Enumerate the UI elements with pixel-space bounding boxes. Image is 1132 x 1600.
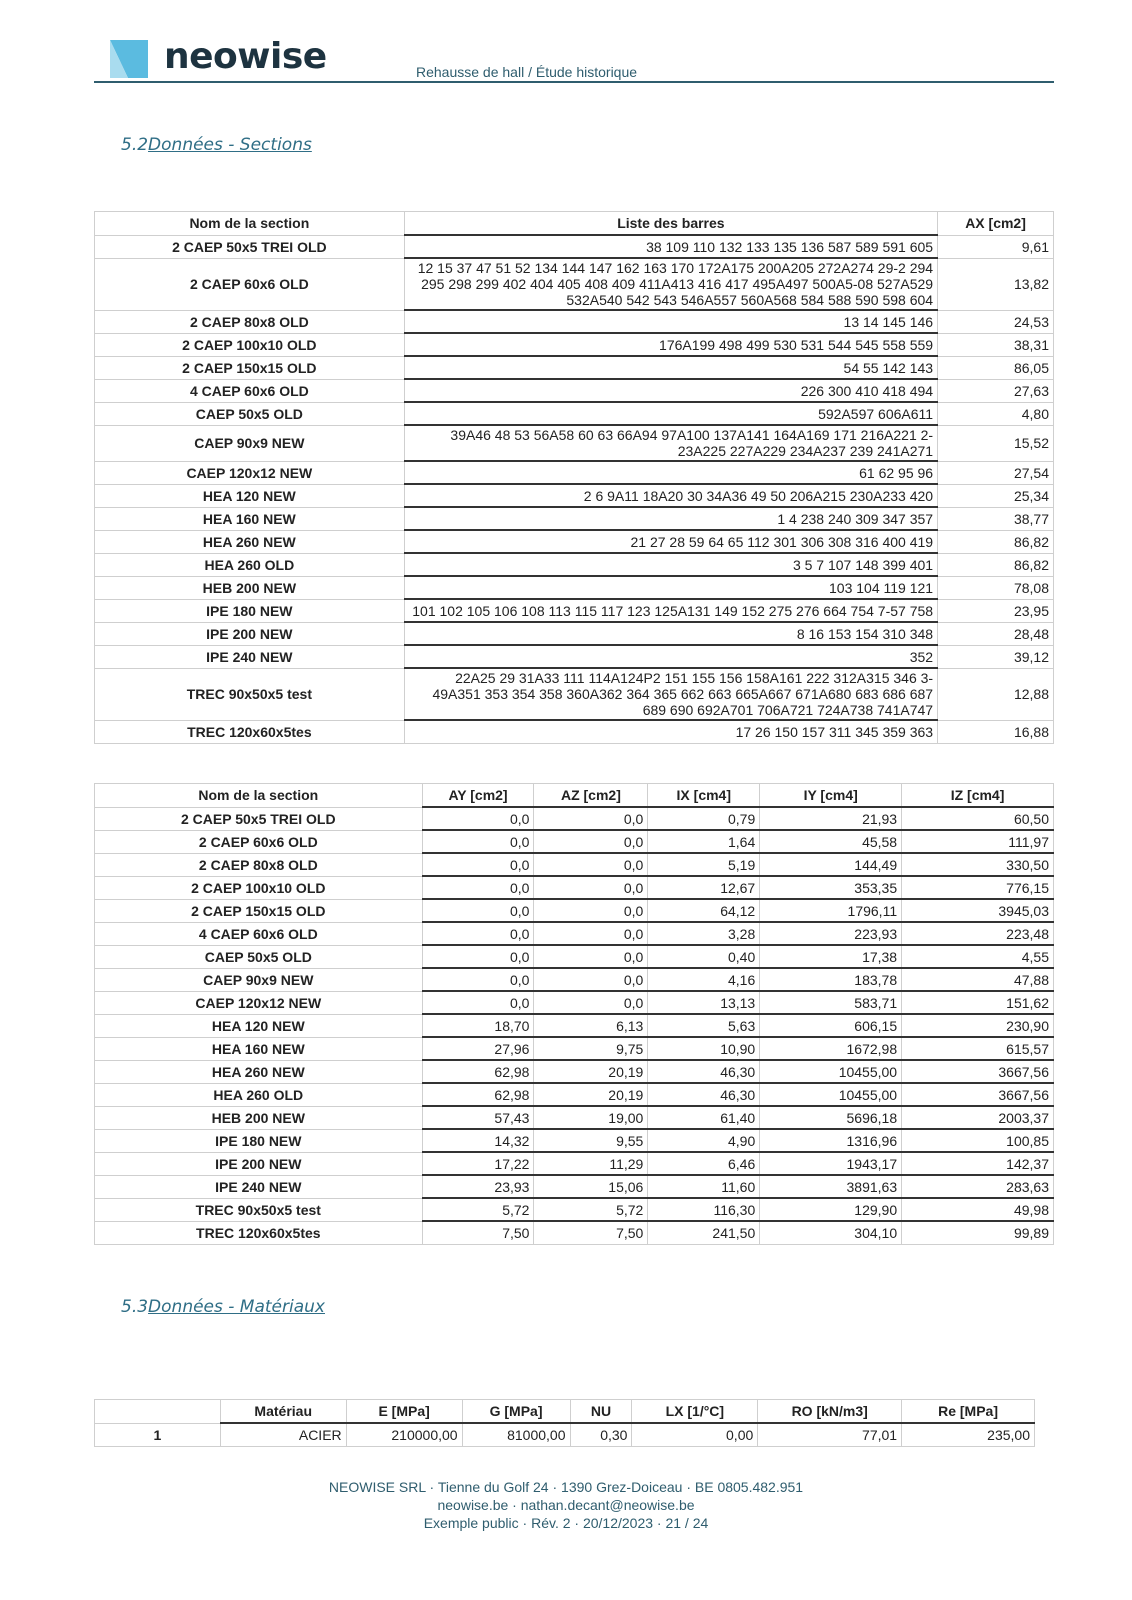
value-cell: 2003,37 — [902, 1106, 1054, 1129]
table-row — [95, 530, 1054, 553]
page-footer — [0, 1478, 1132, 1532]
column-header: LX [1/°C] — [632, 1400, 758, 1424]
brand-name: neowise — [164, 36, 327, 77]
section-name-cell: HEA 260 OLD — [95, 1083, 423, 1106]
table-row — [95, 922, 1054, 945]
column-header — [95, 1400, 221, 1424]
value-cell: 61,40 — [648, 1106, 760, 1129]
value-cell: 0,0 — [534, 807, 648, 830]
value-cell: 57,43 — [422, 1106, 534, 1129]
column-header: NU — [570, 1400, 632, 1424]
ax-cell: 78,08 — [938, 576, 1054, 599]
value-cell: 116,30 — [648, 1198, 760, 1221]
value-cell: 81000,00 — [462, 1423, 570, 1446]
table-row — [95, 876, 1054, 899]
table-row — [95, 599, 1054, 622]
table-row — [95, 853, 1054, 876]
value-cell: 64,12 — [648, 899, 760, 922]
value-cell: 1316,96 — [760, 1129, 902, 1152]
bar-list-cell: 22A25 29 31A33 111 114A124P2 151 155 156 158A161 222 312A315 346 3-49A351 353 354 358 360A362 364 365 662 663 665A667 671A680 683 686 687 689 690 692A701 706A721 724A738 741A747 — [404, 668, 937, 720]
value-cell: 183,78 — [760, 968, 902, 991]
table-row — [95, 258, 1054, 310]
section-name-cell: TREC 120x60x5tes — [95, 1221, 423, 1244]
table-row — [95, 576, 1054, 599]
column-header: Matériau — [220, 1400, 346, 1424]
ax-cell: 27,54 — [938, 461, 1054, 484]
ax-cell: 24,53 — [938, 310, 1054, 333]
bar-list-cell: 352 — [404, 645, 937, 668]
ax-cell: 23,95 — [938, 599, 1054, 622]
section-name-cell: 2 CAEP 100x10 OLD — [95, 333, 405, 356]
value-cell: 23,93 — [422, 1175, 534, 1198]
value-cell: 12,67 — [648, 876, 760, 899]
bar-list-cell: 176A199 498 499 530 531 544 545 558 559 — [404, 333, 937, 356]
table-row — [95, 1152, 1054, 1175]
value-cell: 1796,11 — [760, 899, 902, 922]
value-cell: 776,15 — [902, 876, 1054, 899]
value-cell: 0,0 — [422, 968, 534, 991]
ax-cell: 39,12 — [938, 645, 1054, 668]
section-name-cell: HEB 200 NEW — [95, 1106, 423, 1129]
value-cell: 10455,00 — [760, 1083, 902, 1106]
table-row — [95, 1083, 1054, 1106]
section-name-cell: HEB 200 NEW — [95, 576, 405, 599]
table-row — [95, 720, 1054, 743]
value-cell: 1943,17 — [760, 1152, 902, 1175]
value-cell: 62,98 — [422, 1060, 534, 1083]
ax-cell: 9,61 — [938, 235, 1054, 258]
value-cell: 5,72 — [534, 1198, 648, 1221]
value-cell: 4,55 — [902, 945, 1054, 968]
ax-cell: 16,88 — [938, 720, 1054, 743]
bar-list-cell: 54 55 142 143 — [404, 356, 937, 379]
section-name-cell: IPE 240 NEW — [95, 1175, 423, 1198]
table-row — [95, 830, 1054, 853]
value-cell: 9,75 — [534, 1037, 648, 1060]
column-header: IY [cm4] — [760, 784, 902, 808]
value-cell: 3,28 — [648, 922, 760, 945]
section-name-cell: HEA 160 NEW — [95, 1037, 423, 1060]
value-cell: 304,10 — [760, 1221, 902, 1244]
value-cell: 3891,63 — [760, 1175, 902, 1198]
value-cell: 4,16 — [648, 968, 760, 991]
section-name-cell: IPE 180 NEW — [95, 1129, 423, 1152]
table-row — [95, 622, 1054, 645]
table-row — [95, 235, 1054, 258]
ax-cell: 27,63 — [938, 379, 1054, 402]
section-name-cell: IPE 200 NEW — [95, 1152, 423, 1175]
section-heading: Données - Sections — [148, 135, 312, 155]
section-name-cell: CAEP 90x9 NEW — [95, 968, 423, 991]
bar-list-cell: 12 15 37 47 51 52 134 144 147 162 163 170 172A175 200A205 272A274 29-2 294 295 298 299 402 404 405 408 409 411A413 416 417 495A497 500A5-08 527A529 532A540 542 543 546A557 560A568 584 588 590 598 604 — [404, 258, 937, 310]
value-cell: 144,49 — [760, 853, 902, 876]
value-cell: 0,40 — [648, 945, 760, 968]
section-name-cell: CAEP 90x9 NEW — [95, 425, 405, 461]
page-header — [94, 36, 1054, 84]
value-cell: 77,01 — [758, 1423, 902, 1446]
header-subtitle: Rehausse de hall / Étude historique — [416, 64, 638, 80]
bar-list-cell: 592A597 606A611 — [404, 402, 937, 425]
table-row — [95, 402, 1054, 425]
value-cell: 0,0 — [422, 945, 534, 968]
bar-list-cell: 1 4 238 240 309 347 357 — [404, 507, 937, 530]
bar-list-cell: 101 102 105 106 108 113 115 117 123 125A131 149 152 275 276 664 754 7-57 758 — [404, 599, 937, 622]
section-name-cell: 4 CAEP 60x6 OLD — [95, 379, 405, 402]
value-cell: 20,19 — [534, 1060, 648, 1083]
column-header: AZ [cm2] — [534, 784, 648, 808]
section-name-cell: HEA 120 NEW — [95, 484, 405, 507]
section-name-cell: HEA 260 OLD — [95, 553, 405, 576]
section-name-cell: 2 CAEP 60x6 OLD — [95, 258, 405, 310]
section-name-cell: 2 CAEP 50x5 TREI OLD — [95, 235, 405, 258]
table-row — [95, 1221, 1054, 1244]
value-cell: 11,60 — [648, 1175, 760, 1198]
value-cell: 129,90 — [760, 1198, 902, 1221]
section-name-cell: IPE 240 NEW — [95, 645, 405, 668]
section-name-cell: HEA 260 NEW — [95, 530, 405, 553]
value-cell: 100,85 — [902, 1129, 1054, 1152]
value-cell: 151,62 — [902, 991, 1054, 1014]
section-name-cell: TREC 90x50x5 test — [95, 668, 405, 720]
value-cell: 27,96 — [422, 1037, 534, 1060]
value-cell: 19,00 — [534, 1106, 648, 1129]
value-cell: 60,50 — [902, 807, 1054, 830]
value-cell: 142,37 — [902, 1152, 1054, 1175]
bar-list-cell: 21 27 28 59 64 65 112 301 306 308 316 400 419 — [404, 530, 937, 553]
value-cell: 0,0 — [534, 853, 648, 876]
value-cell: 6,46 — [648, 1152, 760, 1175]
column-header: G [MPa] — [462, 1400, 570, 1424]
value-cell: 20,19 — [534, 1083, 648, 1106]
section-name-cell: 2 CAEP 60x6 OLD — [95, 830, 423, 853]
table-row — [95, 899, 1054, 922]
value-cell: 5,19 — [648, 853, 760, 876]
value-cell: 241,50 — [648, 1221, 760, 1244]
value-cell: 21,93 — [760, 807, 902, 830]
ax-cell: 38,77 — [938, 507, 1054, 530]
value-cell: 13,13 — [648, 991, 760, 1014]
footer-company: NEOWISE SRL · Tienne du Golf 24 · 1390 Grez-Doiceau · BE 0805.482.951 — [328, 1479, 804, 1495]
value-cell: 0,0 — [534, 830, 648, 853]
section-name-cell: HEA 160 NEW — [95, 507, 405, 530]
value-cell: 3667,56 — [902, 1083, 1054, 1106]
value-cell: 583,71 — [760, 991, 902, 1014]
table-row — [95, 507, 1054, 530]
section-number: 5.2 — [121, 135, 149, 155]
table-row — [95, 553, 1054, 576]
section-heading: Données - Matériaux — [148, 1297, 325, 1317]
footer-contact: neowise.be · nathan.decant@neowise.be — [437, 1497, 695, 1513]
table-row — [95, 333, 1054, 356]
column-header: AY [cm2] — [422, 784, 534, 808]
bar-list-cell: 2 6 9A11 18A20 30 34A36 49 50 206A215 230A233 420 — [404, 484, 937, 507]
table-row — [95, 991, 1054, 1014]
value-cell: 47,88 — [902, 968, 1054, 991]
bar-list-cell: 61 62 95 96 — [404, 461, 937, 484]
value-cell: 17,22 — [422, 1152, 534, 1175]
value-cell: 99,89 — [902, 1221, 1054, 1244]
table-row — [95, 1106, 1054, 1129]
neowise-logo-icon — [110, 40, 148, 78]
table-row — [95, 425, 1054, 461]
value-cell: 4,90 — [648, 1129, 760, 1152]
table-row — [95, 1014, 1054, 1037]
ax-cell: 25,34 — [938, 484, 1054, 507]
value-cell: 46,30 — [648, 1060, 760, 1083]
section-name-cell: TREC 120x60x5tes — [95, 720, 405, 743]
materials-table — [94, 1399, 1035, 1447]
table-row — [95, 1423, 1035, 1446]
section-title-5-3 — [121, 1297, 325, 1317]
value-cell: 6,13 — [534, 1014, 648, 1037]
value-cell: 0,0 — [422, 853, 534, 876]
section-name-cell: CAEP 120x12 NEW — [95, 461, 405, 484]
bar-list-cell: 38 109 110 132 133 135 136 587 589 591 605 — [404, 235, 937, 258]
section-name-cell: 2 CAEP 150x15 OLD — [95, 356, 405, 379]
ax-cell: 38,31 — [938, 333, 1054, 356]
value-cell: 10455,00 — [760, 1060, 902, 1083]
column-header: Nom de la section — [95, 212, 405, 236]
section-name-cell: 2 CAEP 50x5 TREI OLD — [95, 807, 423, 830]
value-cell: 10,90 — [648, 1037, 760, 1060]
ax-cell: 86,05 — [938, 356, 1054, 379]
section-name-cell: IPE 180 NEW — [95, 599, 405, 622]
table-row — [95, 968, 1054, 991]
column-header: Nom de la section — [95, 784, 423, 808]
column-header: RO [kN/m3] — [758, 1400, 902, 1424]
section-name-cell: 2 CAEP 80x8 OLD — [95, 310, 405, 333]
section-name-cell: 2 CAEP 80x8 OLD — [95, 853, 423, 876]
value-cell: 3667,56 — [902, 1060, 1054, 1083]
ax-cell: 86,82 — [938, 553, 1054, 576]
value-cell: 235,00 — [902, 1423, 1035, 1446]
value-cell: 0,0 — [422, 899, 534, 922]
column-header: Re [MPa] — [902, 1400, 1035, 1424]
table-row — [95, 356, 1054, 379]
table-row — [95, 461, 1054, 484]
value-cell: 353,35 — [760, 876, 902, 899]
value-cell: 230,90 — [902, 1014, 1054, 1037]
value-cell: 17,38 — [760, 945, 902, 968]
value-cell: 0,0 — [422, 922, 534, 945]
value-cell: 49,98 — [902, 1198, 1054, 1221]
value-cell: 0,0 — [534, 876, 648, 899]
header-divider — [94, 81, 1054, 83]
value-cell: 5,63 — [648, 1014, 760, 1037]
material-index-cell: 1 — [95, 1423, 221, 1446]
ax-cell: 86,82 — [938, 530, 1054, 553]
bar-list-cell: 17 26 150 157 311 345 359 363 — [404, 720, 937, 743]
column-header: IX [cm4] — [648, 784, 760, 808]
bar-list-cell: 226 300 410 418 494 — [404, 379, 937, 402]
section-name-cell: 2 CAEP 100x10 OLD — [95, 876, 423, 899]
value-cell: 62,98 — [422, 1083, 534, 1106]
bar-list-cell: 103 104 119 121 — [404, 576, 937, 599]
value-cell: 0,0 — [422, 807, 534, 830]
table-row — [95, 1175, 1054, 1198]
value-cell: 1,64 — [648, 830, 760, 853]
bar-list-cell: 8 16 153 154 310 348 — [404, 622, 937, 645]
bar-list-cell: 13 14 145 146 — [404, 310, 937, 333]
section-name-cell: CAEP 120x12 NEW — [95, 991, 423, 1014]
value-cell: 615,57 — [902, 1037, 1054, 1060]
section-name-cell: HEA 260 NEW — [95, 1060, 423, 1083]
table-row — [95, 484, 1054, 507]
value-cell: 0,0 — [534, 968, 648, 991]
table-row — [95, 645, 1054, 668]
ax-cell: 13,82 — [938, 258, 1054, 310]
table-row — [95, 807, 1054, 830]
value-cell: 9,55 — [534, 1129, 648, 1152]
section-name-cell: TREC 90x50x5 test — [95, 1198, 423, 1221]
value-cell: 0,0 — [422, 830, 534, 853]
table-row — [95, 1060, 1054, 1083]
value-cell: 3945,03 — [902, 899, 1054, 922]
value-cell: 223,93 — [760, 922, 902, 945]
sections-bars-table — [94, 211, 1054, 744]
section-name-cell: CAEP 50x5 OLD — [95, 402, 405, 425]
value-cell: 11,29 — [534, 1152, 648, 1175]
table-row — [95, 668, 1054, 720]
column-header: IZ [cm4] — [902, 784, 1054, 808]
column-header: AX [cm2] — [938, 212, 1054, 236]
value-cell: 210000,00 — [346, 1423, 462, 1446]
section-name-cell: CAEP 50x5 OLD — [95, 945, 423, 968]
table-header-row — [95, 784, 1054, 808]
column-header: Liste des barres — [404, 212, 937, 236]
table-row — [95, 310, 1054, 333]
value-cell: 15,06 — [534, 1175, 648, 1198]
value-cell: 7,50 — [422, 1221, 534, 1244]
table-row — [95, 1037, 1054, 1060]
value-cell: 223,48 — [902, 922, 1054, 945]
section-number: 5.3 — [121, 1297, 149, 1317]
table-header-row — [95, 1400, 1035, 1424]
value-cell: 111,97 — [902, 830, 1054, 853]
ax-cell: 4,80 — [938, 402, 1054, 425]
value-cell: 46,30 — [648, 1083, 760, 1106]
table-row — [95, 1198, 1054, 1221]
table-header-row — [95, 212, 1054, 236]
value-cell: 5696,18 — [760, 1106, 902, 1129]
ax-cell: 15,52 — [938, 425, 1054, 461]
value-cell: 0,0 — [422, 991, 534, 1014]
footer-revision: Exemple public · Rév. 2 · 20/12/2023 · 21 / 24 — [423, 1515, 709, 1531]
section-name-cell: IPE 200 NEW — [95, 622, 405, 645]
value-cell: 606,15 — [760, 1014, 902, 1037]
sections-properties-table — [94, 783, 1054, 1245]
bar-list-cell: 39A46 48 53 56A58 60 63 66A94 97A100 137A141 164A169 171 216A221 2-23A225 227A229 234A237 239 241A271 — [404, 425, 937, 461]
table-row — [95, 1129, 1054, 1152]
table-row — [95, 379, 1054, 402]
value-cell: 0,0 — [422, 876, 534, 899]
ax-cell: 28,48 — [938, 622, 1054, 645]
bar-list-cell: 3 5 7 107 148 399 401 — [404, 553, 937, 576]
value-cell: ACIER — [220, 1423, 346, 1446]
value-cell: 0,00 — [632, 1423, 758, 1446]
value-cell: 1672,98 — [760, 1037, 902, 1060]
value-cell: 330,50 — [902, 853, 1054, 876]
value-cell: 0,79 — [648, 807, 760, 830]
value-cell: 14,32 — [422, 1129, 534, 1152]
value-cell: 7,50 — [534, 1221, 648, 1244]
section-title-5-2 — [121, 135, 312, 155]
section-name-cell: HEA 120 NEW — [95, 1014, 423, 1037]
value-cell: 0,0 — [534, 899, 648, 922]
value-cell: 0,0 — [534, 922, 648, 945]
section-name-cell: 4 CAEP 60x6 OLD — [95, 922, 423, 945]
value-cell: 5,72 — [422, 1198, 534, 1221]
ax-cell: 12,88 — [938, 668, 1054, 720]
value-cell: 283,63 — [902, 1175, 1054, 1198]
value-cell: 45,58 — [760, 830, 902, 853]
value-cell: 0,0 — [534, 945, 648, 968]
value-cell: 18,70 — [422, 1014, 534, 1037]
section-name-cell: 2 CAEP 150x15 OLD — [95, 899, 423, 922]
table-row — [95, 945, 1054, 968]
value-cell: 0,30 — [570, 1423, 632, 1446]
column-header: E [MPa] — [346, 1400, 462, 1424]
value-cell: 0,0 — [534, 991, 648, 1014]
